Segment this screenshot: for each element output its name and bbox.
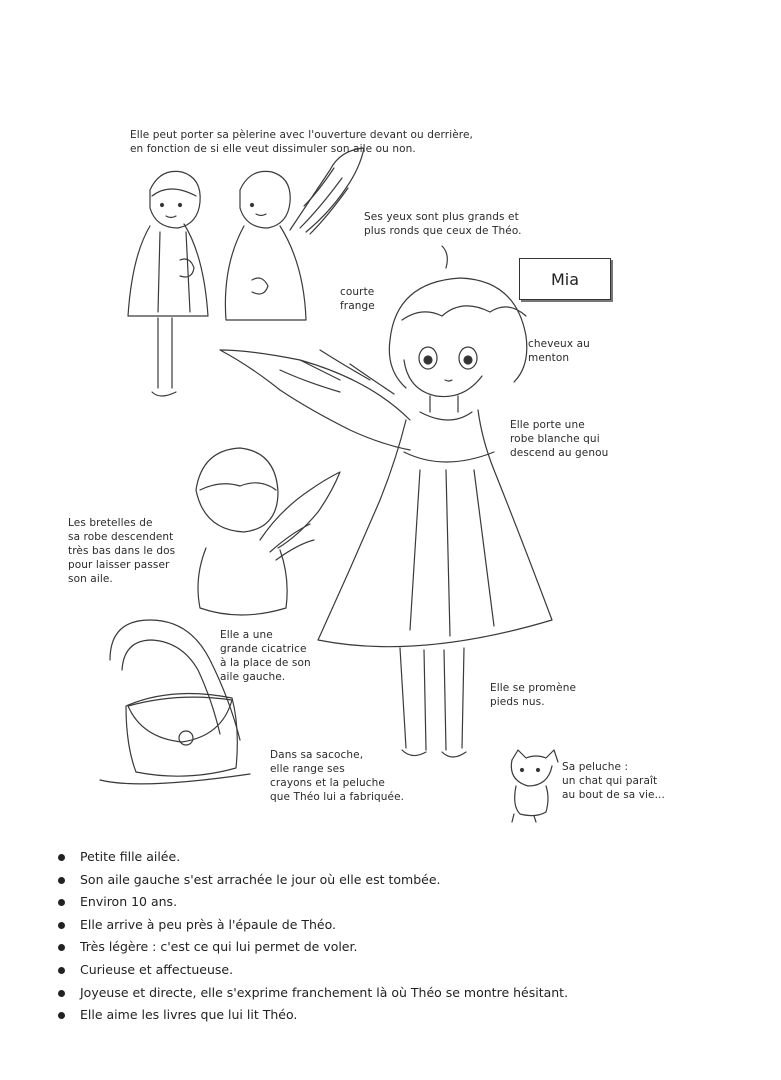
trait-item — [58, 891, 568, 914]
bullet-icon — [58, 877, 65, 884]
bullet-icon — [58, 944, 65, 951]
trait-item — [58, 914, 568, 937]
trait-item — [58, 869, 568, 892]
note-satchel: Dans sa sacoche, elle range ses crayons et la peluche que Théo lui a fabriquée. — [270, 749, 405, 803]
bullet-icon — [58, 899, 65, 906]
bullet-icon — [58, 990, 65, 997]
bullet-icon — [58, 1012, 65, 1019]
note-fringe: courte frange — [340, 286, 375, 312]
plush-cat-sketch — [511, 750, 558, 822]
trait-item — [58, 982, 568, 1005]
cape-front-figure — [128, 171, 208, 396]
bullet-icon — [58, 922, 65, 929]
trait-list — [58, 846, 568, 1027]
trait-item — [58, 846, 568, 869]
trait-text: Elle aime les livres que lui lit Théo. — [80, 1007, 298, 1023]
note-barefoot: Elle se promène pieds nus. — [490, 682, 577, 708]
note-straps: Les bretelles de sa robe descendent très bas dans le dos pour laisser passer son aile. — [68, 517, 176, 585]
bullet-icon — [58, 967, 65, 974]
character-name-box: Mia — [519, 258, 611, 300]
bullet-icon — [58, 854, 65, 861]
trait-text: Son aile gauche s'est arrachée le jour où elle est tombée. — [80, 871, 441, 887]
trait-text: Petite fille ailée. — [80, 849, 181, 864]
trait-text: Très légère : c'est ce qui lui permet de voler. — [80, 939, 358, 955]
trait-item — [58, 1004, 568, 1027]
back-view-figure — [196, 448, 340, 615]
note-cape: Elle peut porter sa pèlerine avec l'ouverture devant ou derrière, en fonction de si elle veut dissimuler son aile ou non. — [130, 129, 473, 155]
trait-text: Joyeuse et directe, elle s'exprime franchement là où Théo se montre hésitant. — [80, 984, 569, 1000]
trait-item — [58, 959, 568, 982]
note-dress: Elle porte une robe blanche qui descend au genou — [510, 419, 609, 459]
trait-text: Environ 10 ans. — [80, 894, 178, 910]
trait-item — [58, 936, 568, 959]
note-eyes: Ses yeux sont plus grands et plus ronds que ceux de Théo. — [364, 211, 522, 237]
trait-text: Curieuse et affectueuse. — [80, 961, 234, 977]
note-scar: Elle a une grande cicatrice à la place de son aile gauche. — [220, 629, 311, 683]
note-plush: Sa peluche : un chat qui paraît au bout de sa vie... — [562, 761, 665, 801]
note-hair: cheveux au menton — [528, 338, 590, 364]
trait-text: Elle arrive à peu près à l'épaule de Théo. — [80, 916, 337, 932]
